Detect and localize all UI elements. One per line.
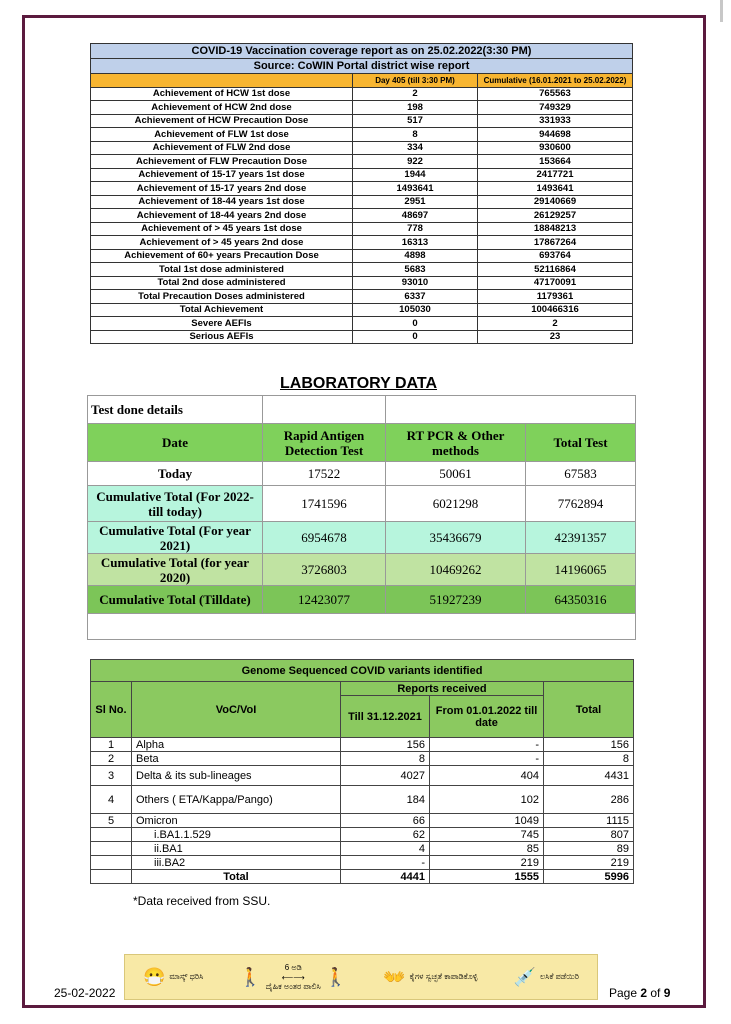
vacc-day: 922 bbox=[353, 155, 478, 169]
genome-till: 4027 bbox=[341, 766, 430, 786]
genome-row bbox=[91, 828, 634, 842]
vacc-label: Achievement of HCW Precaution Dose bbox=[91, 114, 353, 128]
genome-total: 286 bbox=[544, 786, 634, 814]
genome-table bbox=[90, 659, 634, 884]
vaccine-text: ಲಸಿಕೆ ಪಡೆಯಿರಿ bbox=[540, 972, 579, 981]
vacc-cum: 47170091 bbox=[478, 276, 633, 290]
genome-from: - bbox=[430, 738, 544, 752]
lab-heading: LABORATORY DATA bbox=[280, 375, 438, 392]
vacc-header-day: Day 405 (till 3:30 PM) bbox=[353, 74, 478, 88]
vacc-label: Achievement of HCW 1st dose bbox=[91, 87, 353, 101]
person-icon: 🚶 bbox=[239, 966, 262, 987]
vacc-label: Achievement of > 45 years 1st dose bbox=[91, 222, 353, 236]
vacc-day: 334 bbox=[353, 141, 478, 155]
lab-cell: 12423077 bbox=[263, 586, 386, 614]
genome-row bbox=[91, 738, 634, 752]
footer-page: Page 2 of 9 bbox=[609, 986, 671, 1000]
vacc-day: 2951 bbox=[353, 195, 478, 209]
awareness-banner bbox=[124, 954, 598, 1000]
vacc-day: 778 bbox=[353, 222, 478, 236]
genome-sl: 2 bbox=[91, 752, 132, 766]
genome-title: Genome Sequenced COVID variants identified bbox=[91, 660, 634, 682]
genome-variant: ii.BA1 bbox=[132, 842, 341, 856]
lab-cell: 6954678 bbox=[263, 522, 386, 554]
genome-sl: 4 bbox=[91, 786, 132, 814]
distance-top: 6 ಅಡಿ bbox=[284, 962, 302, 972]
vacc-header-cum: Cumulative (16.01.2021 to 25.02.2022) bbox=[478, 74, 633, 88]
lab-h-rat: Rapid Antigen Detection Test bbox=[263, 424, 386, 462]
vacc-cum: 26129257 bbox=[478, 209, 633, 223]
genome-till: 8 bbox=[341, 752, 430, 766]
vacc-label: Achievement of FLW Precaution Dose bbox=[91, 155, 353, 169]
lab-h-date: Date bbox=[88, 424, 263, 462]
genome-h-sl: Sl No. bbox=[91, 682, 132, 738]
lab-row-label: Cumulative Total (Tilldate) bbox=[88, 586, 263, 614]
vacc-row bbox=[91, 209, 633, 223]
genome-variant: Delta & its sub-lineages bbox=[132, 766, 341, 786]
genome-variant: i.BA1.1.529 bbox=[132, 828, 341, 842]
vacc-cum: 693764 bbox=[478, 249, 633, 263]
genome-row bbox=[91, 814, 634, 828]
genome-row bbox=[91, 786, 634, 814]
vacc-row bbox=[91, 276, 633, 290]
lab-row-label: Cumulative Total (For 2022- till today) bbox=[88, 486, 263, 522]
vacc-day: 93010 bbox=[353, 276, 478, 290]
lab-h-total: Total Test bbox=[526, 424, 636, 462]
genome-h-reports: Reports received bbox=[341, 682, 544, 696]
vacc-row bbox=[91, 128, 633, 142]
genome-total: 807 bbox=[544, 828, 634, 842]
vacc-cum: 2 bbox=[478, 317, 633, 331]
genome-sl: 1 bbox=[91, 738, 132, 752]
vacc-label: Achievement of 18-44 years 1st dose bbox=[91, 195, 353, 209]
genome-variant: Others ( ETA/Kappa/Pango) bbox=[132, 786, 341, 814]
lab-cell: 17522 bbox=[263, 462, 386, 486]
person-icon: 🚶 bbox=[324, 966, 348, 987]
genome-till: - bbox=[341, 856, 430, 870]
vacc-header-blank bbox=[91, 74, 353, 88]
vacc-label: Achievement of FLW 2nd dose bbox=[91, 141, 353, 155]
vacc-day: 1493641 bbox=[353, 182, 478, 196]
vacc-row bbox=[91, 141, 633, 155]
vacc-label: Total Achievement bbox=[91, 303, 353, 317]
genome-total: 4431 bbox=[544, 766, 634, 786]
vacc-cum: 765563 bbox=[478, 87, 633, 101]
vacc-day: 198 bbox=[353, 101, 478, 115]
vacc-day: 1944 bbox=[353, 168, 478, 182]
vacc-day: 16313 bbox=[353, 236, 478, 250]
vacc-day: 48697 bbox=[353, 209, 478, 223]
genome-till: 4 bbox=[341, 842, 430, 856]
lab-section: Test done details bbox=[88, 396, 263, 424]
vacc-day: 517 bbox=[353, 114, 478, 128]
vacc-label: Achievement of FLW 1st dose bbox=[91, 128, 353, 142]
genome-row bbox=[91, 766, 634, 786]
mask-text: ಮಾಸ್ಕ್ ಧರಿಸಿ bbox=[169, 972, 204, 981]
vacc-row bbox=[91, 87, 633, 101]
vaccination-table bbox=[90, 43, 633, 344]
genome-total: 8 bbox=[544, 752, 634, 766]
lab-cell: 64350316 bbox=[526, 586, 636, 614]
vacc-cum: 29140669 bbox=[478, 195, 633, 209]
genome-total: 156 bbox=[544, 738, 634, 752]
vacc-row bbox=[91, 249, 633, 263]
vacc-row bbox=[91, 236, 633, 250]
vacc-cum: 17867264 bbox=[478, 236, 633, 250]
vacc-cum: 18848213 bbox=[478, 222, 633, 236]
genome-variant: Alpha bbox=[132, 738, 341, 752]
lab-h-rtpcr: RT PCR & Other methods bbox=[386, 424, 526, 462]
vacc-cum: 52116864 bbox=[478, 263, 633, 277]
vacc-label: Total 1st dose administered bbox=[91, 263, 353, 277]
genome-h-voc: VoC/VoI bbox=[132, 682, 341, 738]
handwash-text: ಕೈಗಳ ಸ್ವಚ್ಛತೆ ಕಾಪಾಡಿಕೊಳ್ಳಿ bbox=[409, 972, 478, 981]
vacc-day: 6337 bbox=[353, 290, 478, 304]
vacc-label: Achievement of 15-17 years 1st dose bbox=[91, 168, 353, 182]
lab-cell: 3726803 bbox=[263, 554, 386, 586]
lab-cell: 7762894 bbox=[526, 486, 636, 522]
vacc-row bbox=[91, 303, 633, 317]
vacc-label: Severe AEFIs bbox=[91, 317, 353, 331]
genome-till: 62 bbox=[341, 828, 430, 842]
vacc-row bbox=[91, 114, 633, 128]
vacc-cum: 930600 bbox=[478, 141, 633, 155]
vacc-row bbox=[91, 263, 633, 277]
genome-from: 745 bbox=[430, 828, 544, 842]
vacc-label: Achievement of 15-17 years 2nd dose bbox=[91, 182, 353, 196]
genome-h-till: Till 31.12.2021 bbox=[341, 696, 430, 738]
vacc-day: 0 bbox=[353, 317, 478, 331]
genome-total-till: 4441 bbox=[341, 870, 430, 884]
vacc-label: Achievement of > 45 years 2nd dose bbox=[91, 236, 353, 250]
vaccine-item bbox=[514, 967, 579, 988]
vacc-cum: 331933 bbox=[478, 114, 633, 128]
vacc-row bbox=[91, 290, 633, 304]
lab-row-label: Today bbox=[88, 462, 263, 486]
scrollbar[interactable] bbox=[720, 0, 723, 22]
lab-cell: 35436679 bbox=[386, 522, 526, 554]
distance-arrow-icon: ⟵⟶ bbox=[281, 972, 305, 982]
genome-from: 219 bbox=[430, 856, 544, 870]
handwash-item bbox=[383, 967, 477, 988]
vacc-row bbox=[91, 222, 633, 236]
vacc-cum: 153664 bbox=[478, 155, 633, 169]
vacc-row bbox=[91, 317, 633, 331]
vacc-row bbox=[91, 182, 633, 196]
genome-from: 404 bbox=[430, 766, 544, 786]
genome-row bbox=[91, 842, 634, 856]
vacc-label: Total 2nd dose administered bbox=[91, 276, 353, 290]
genome-till: 156 bbox=[341, 738, 430, 752]
vacc-cum: 1179361 bbox=[478, 290, 633, 304]
mask-item bbox=[143, 967, 203, 988]
genome-variant: Beta bbox=[132, 752, 341, 766]
genome-h-from: From 01.01.2022 till date bbox=[430, 696, 544, 738]
vacc-day: 4898 bbox=[353, 249, 478, 263]
vacc-cum: 1493641 bbox=[478, 182, 633, 196]
genome-total-label: Total bbox=[132, 870, 341, 884]
genome-h-total: Total bbox=[544, 682, 634, 738]
vacc-title: COVID-19 Vaccination coverage report as on 25.02.2022(3:30 PM) bbox=[91, 44, 633, 59]
lab-cell: 51927239 bbox=[386, 586, 526, 614]
distance-bottom: ದೈಹಿಕ ಅಂತರ ಪಾಲಿಸಿ bbox=[265, 981, 321, 991]
vacc-day: 8 bbox=[353, 128, 478, 142]
genome-from: 85 bbox=[430, 842, 544, 856]
genome-sl bbox=[91, 828, 132, 842]
vacc-cum: 749329 bbox=[478, 101, 633, 115]
genome-sl bbox=[91, 856, 132, 870]
genome-till: 66 bbox=[341, 814, 430, 828]
genome-variant: iii.BA2 bbox=[132, 856, 341, 870]
vacc-label: Total Precaution Doses administered bbox=[91, 290, 353, 304]
vacc-label: Serious AEFIs bbox=[91, 330, 353, 344]
vacc-label: Achievement of 18-44 years 2nd dose bbox=[91, 209, 353, 223]
vacc-day: 5683 bbox=[353, 263, 478, 277]
lab-table bbox=[87, 395, 636, 640]
genome-row bbox=[91, 856, 634, 870]
vacc-cum: 23 bbox=[478, 330, 633, 344]
footer-date: 25-02-2022 bbox=[54, 986, 116, 1000]
vacc-row bbox=[91, 195, 633, 209]
lab-cell: 6021298 bbox=[386, 486, 526, 522]
vacc-row bbox=[91, 330, 633, 344]
genome-sl: 3 bbox=[91, 766, 132, 786]
genome-total: 89 bbox=[544, 842, 634, 856]
genome-total: 219 bbox=[544, 856, 634, 870]
vacc-source: Source: CoWIN Portal district wise report bbox=[91, 59, 633, 74]
lab-cell: 50061 bbox=[386, 462, 526, 486]
genome-from: 102 bbox=[430, 786, 544, 814]
lab-row-label: Cumulative Total (For year 2021) bbox=[88, 522, 263, 554]
vacc-row bbox=[91, 101, 633, 115]
vacc-cum: 100466316 bbox=[478, 303, 633, 317]
genome-till: 184 bbox=[341, 786, 430, 814]
footnote: *Data received from SSU. bbox=[133, 894, 271, 908]
genome-sl bbox=[91, 842, 132, 856]
lab-cell: 42391357 bbox=[526, 522, 636, 554]
vacc-label: Achievement of HCW 2nd dose bbox=[91, 101, 353, 115]
vacc-day: 105030 bbox=[353, 303, 478, 317]
distance-item bbox=[239, 963, 347, 992]
vacc-cum: 944698 bbox=[478, 128, 633, 142]
genome-sl: 5 bbox=[91, 814, 132, 828]
vacc-day: 0 bbox=[353, 330, 478, 344]
lab-cell: 67583 bbox=[526, 462, 636, 486]
genome-total: 1115 bbox=[544, 814, 634, 828]
genome-total-from: 1555 bbox=[430, 870, 544, 884]
vacc-row bbox=[91, 155, 633, 169]
genome-variant: Omicron bbox=[132, 814, 341, 828]
vaccine-icon: 💉 bbox=[513, 966, 537, 987]
genome-from: 1049 bbox=[430, 814, 544, 828]
lab-cell: 1741596 bbox=[263, 486, 386, 522]
vacc-day: 2 bbox=[353, 87, 478, 101]
mask-icon: 😷 bbox=[143, 966, 166, 987]
lab-cell: 10469262 bbox=[386, 554, 526, 586]
genome-from: - bbox=[430, 752, 544, 766]
vacc-cum: 2417721 bbox=[478, 168, 633, 182]
lab-cell: 14196065 bbox=[526, 554, 636, 586]
genome-total-total: 5996 bbox=[544, 870, 634, 884]
vacc-row bbox=[91, 168, 633, 182]
genome-row bbox=[91, 752, 634, 766]
vacc-label: Achievement of 60+ years Precaution Dose bbox=[91, 249, 353, 263]
handwash-icon: 👐 bbox=[383, 966, 406, 987]
lab-row-label: Cumulative Total (for year 2020) bbox=[88, 554, 263, 586]
